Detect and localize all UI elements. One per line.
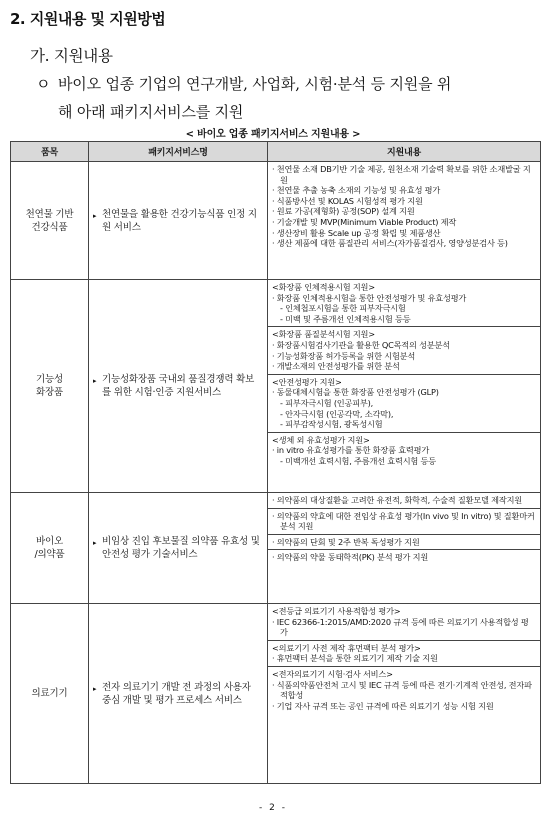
content-block [272,669,536,711]
category-cell [11,162,89,280]
block-divider [268,326,540,327]
content-block [272,537,536,548]
content-cell [268,493,541,604]
content-line: · 천연물 추출 농축 소재의 기능성 및 유효성 평가 [272,185,441,196]
category-cell [11,493,89,604]
paragraph-line-2: 해 아래 패키지서비스를 지원 [58,103,244,121]
header-category: 품목 [11,142,89,162]
category-cell [11,280,89,493]
content-block [272,643,536,664]
content-line: · 원료 가공(제형화) 공정(SOP) 설계 지원 [272,206,415,217]
content-block [272,511,536,532]
content-block [272,282,536,324]
paragraph-bullet: ㅇ [36,75,51,93]
content-cell [268,604,541,784]
content-block [272,164,536,249]
content-block [272,377,536,430]
service-cell [89,162,268,280]
content-line: <의료기기 사전 제작 휴먼팩터 분석 평가> [272,642,421,653]
content-line: <생체 외 유효성평가 지원> [272,434,370,445]
intro-paragraph [36,70,536,126]
header-content: 지원내용 [268,142,541,162]
triangle-bullet-icon: ▸ [93,684,97,693]
service-name: 천연물을 활용한 건강기능식품 인정 지원 서비스 [102,208,257,233]
content-line: · 의약품의 대상질환을 고려한 유전적, 화학적, 수술적 질환모델 제작지원 [272,495,522,505]
content-line: <안전성평가 지원> [272,376,342,387]
content-line: · 식품의약품안전처 고시 및 IEC 규격 등에 따른 전기·기계적 안전성, 전자파 적합성 [272,679,532,701]
content-line: · IEC 62366-1:2015/AMD:2020 규격 등에 따른 의료기기 사용적합성 평가 [272,616,529,638]
block-divider [268,374,540,375]
service-cell [89,280,268,493]
content-line: · 의약품의 약효에 대한 전임상 유효성 평가(In vivo 및 In vitro) 및 질환마커 분석 지원 [272,510,535,532]
content-line: <전등급 의료기기 사용적합성 평가> [272,606,401,616]
content-line: - 피부감작성시험, 광독성시험 [280,419,383,430]
page-number: - 2 - [259,803,287,813]
triangle-bullet-icon: ▸ [93,377,97,385]
service-name: 전자 의료기기 개발 전 과정의 사용자 중심 개발 및 평가 프로세스 서비스 [102,681,251,706]
triangle-bullet-icon: ▸ [93,539,97,547]
content-line: - 미백 및 주름개선 인체적용시험 등등 [280,313,411,324]
content-line: · 의약품의 단회 및 2주 반복 독성평가 지원 [272,536,420,547]
category-cell [11,604,89,784]
table-row [11,280,541,493]
content-line: <화장품 품질분석시험 지원> [272,329,375,340]
content-line: · 기술개발 및 MVP(Minimum Viable Product) 제작 [272,216,457,227]
category-text: 기능성 [36,374,63,385]
subsection-heading: 가. 지원내용 [30,47,113,65]
content-line: · 화장품시험검사기관을 활용한 QC목적의 성분분석 [272,339,450,350]
table-caption: < 바이오 업종 패키지서비스 지원내용 > [185,129,361,140]
content-line: · 기능성화장품 허가등록을 위한 시험분석 [272,350,416,361]
category-text: 화장품 [36,387,63,398]
block-divider [268,534,540,535]
category-text: 건강식품 [31,221,68,233]
category-text: 의료기기 [31,688,68,699]
content-line: · 식품방사선 및 KOLAS 시험성적 평가 지원 [272,195,423,206]
content-block [272,606,536,638]
content-line: · 천연물 소재 DB기반 기술 제공, 원천소재 기술력 확보를 위한 소재발굴 지원 [272,164,531,185]
paragraph-line-1: 바이오 업종 기업의 연구개발, 사업화, 시험·분석 등 지원을 위 [58,75,452,93]
content-line: · in vitro 유효성평가를 통한 화장품 효력평가 [272,445,430,456]
content-line: · 의약품의 약물 동태학적(PK) 분석 평가 지원 [272,552,429,563]
content-line: · 휴먼팩터 분석을 통한 의료기기 제작 기술 지원 [272,653,438,664]
block-divider [268,640,540,641]
content-block [272,329,536,371]
content-block [272,495,536,506]
table-row [11,162,541,280]
content-block [272,435,536,467]
content-line: - 피부자극시험 (인공피부), [280,397,374,408]
content-line: · 개발소재의 안전성평가를 위한 분석 [272,361,400,372]
package-service-table [10,141,541,784]
service-name: 기능성화장품 국내외 품질경쟁력 확보를 위한 시험·인증 지원서비스 [102,374,255,398]
block-divider [268,432,540,433]
service-cell [89,493,268,604]
content-line: · 생산 제품에 대한 품질관리 서비스(자가품질검사, 영양성분검사 등) [272,238,508,249]
category-text: 바이오 [36,536,63,547]
service-cell [89,604,268,784]
table-row [11,493,541,604]
content-line: - 미백개선 효력시험, 주름개선 효력시험 등등 [280,455,436,466]
content-cell [268,162,541,280]
block-divider [268,549,540,550]
category-text: 천연물 기반 [25,208,74,220]
content-line: - 인체첩포시험을 통한 피부자극시험 [280,303,406,314]
content-line: · 생산장비 활용 Scale up 공정 확립 및 제품생산 [272,227,441,238]
block-divider [268,508,540,509]
service-name: 비임상 진입 후보물질 의약품 유효성 및 안전성 평가 기술서비스 [102,536,260,560]
content-line: · 동물대체시험을 통한 화장품 안전성평가 (GLP) [272,387,439,398]
triangle-bullet-icon: ▸ [93,211,97,220]
table-header-row [11,142,541,162]
content-cell [268,280,541,493]
header-service: 패키지서비스명 [89,142,268,162]
category-text: /의약품 [34,549,65,560]
table-row [11,604,541,784]
content-line: <화장품 인체적용시험 지원> [272,282,375,292]
content-block [272,552,536,563]
content-line: <전자의료기기 시험·검사 서비스> [272,668,393,679]
section-heading: 2. 지원내용 및 지원방법 [10,10,166,28]
content-line: · 화장품 인체적용시험을 통한 안전성평가 및 유효성평가 [272,292,467,303]
content-line: - 안자극시험 (인공각막, 소각막), [280,408,394,419]
content-line: · 기업 자사 규격 또는 공인 규격에 따른 의료기기 성능 시험 지원 [272,700,494,711]
block-divider [268,666,540,667]
